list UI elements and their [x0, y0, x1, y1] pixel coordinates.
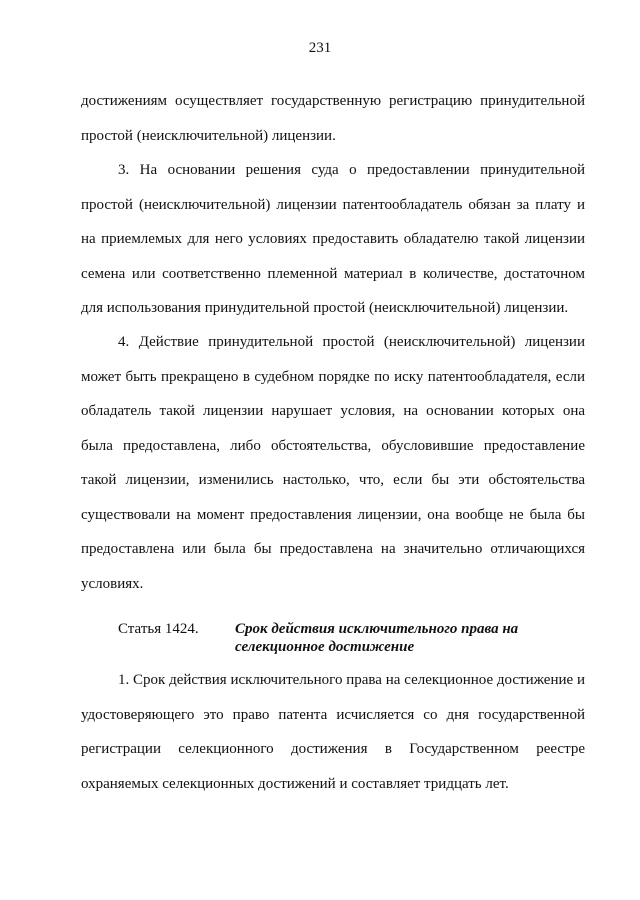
article-paragraph-1 — [81, 663, 585, 801]
paragraph-text: 3. На основании решения суда о предоставлении принудительной простой (неисключительной) лицензии патентообладатель обязан за плату и на приемлемых для него условиях предоставить обладателю такой лицензии семена или соответственно племенной материал в количестве, достаточном для использования принудительной простой (неисключительной) лицензии. — [81, 162, 585, 316]
paragraph-3 — [81, 153, 585, 326]
article-title: Срок действия исключительного права на селекционное достижение — [235, 621, 519, 655]
paragraph-continuation — [81, 84, 585, 153]
paragraph-text: 1. Срок действия исключительного права на селекционное достижение и удостоверяющего это право патента исчисляется со дня государственной регистрации селекционного достижения в Государственном реестре охраняемых селекционных достижений и составляет тридцать лет. — [81, 672, 585, 792]
paragraph-text: достижениям осуществляет государственную регистрацию принудительной простой (неисключительной) лицензии. — [81, 93, 585, 144]
paragraph-4 — [81, 325, 585, 601]
paragraph-text: 4. Действие принудительной простой (неисключительной) лицензии может быть прекращено в судебном порядке по иску патентообладателя, если обладатель такой лицензии нарушает условия, на основании которых она была предоставлена, либо обстоятельства, обусловившие предоставление такой лицензии, изменились настолько, что, если бы эти обстоятельства существовали на момент предоставления лицензии, она вообще не была бы предоставлена или была бы предоставлена на значительно отличающихся условиях. — [81, 334, 585, 592]
page-number: 231 — [308, 40, 332, 56]
article-label: Статья 1424. — [118, 621, 199, 637]
